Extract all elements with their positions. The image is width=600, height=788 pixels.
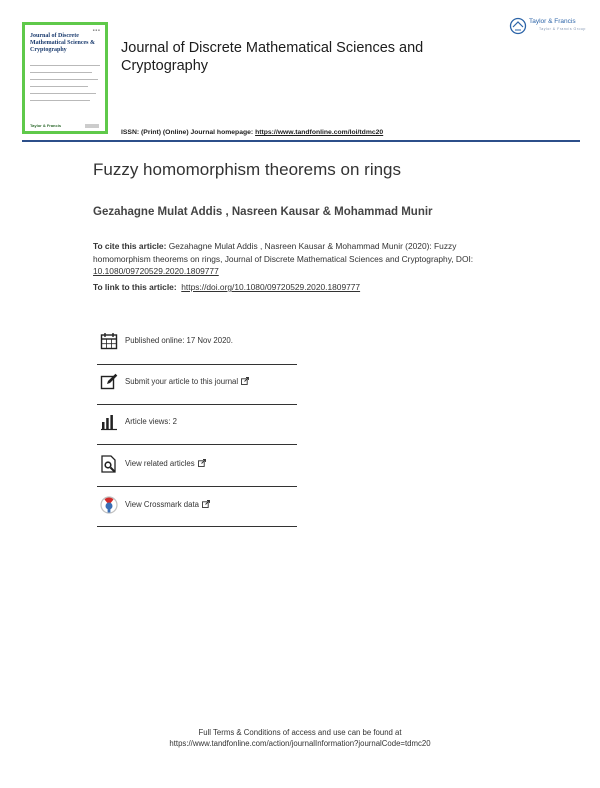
article-title: Fuzzy homomorphism theorems on rings <box>93 160 402 179</box>
citation-doi-link[interactable]: 10.1080/09720529.2020.1809777 <box>93 266 219 276</box>
cover-toc-line <box>30 65 100 66</box>
article-authors: Gezahagne Mulat Addis , Nasreen Kausar & Mohammad Munir <box>93 206 433 218</box>
issn-line <box>121 129 383 136</box>
citation-block <box>93 240 513 278</box>
edit-icon <box>100 373 118 391</box>
publisher-name: Taylor & Francis <box>529 18 576 25</box>
article-doi-url[interactable]: https://doi.org/10.1080/09720529.2020.1809777 <box>181 282 361 292</box>
crossmark-text: View Crossmark data <box>125 500 199 509</box>
journal-homepage-link[interactable]: https://www.tandfonline.com/loi/tdmc20 <box>255 129 384 136</box>
article-views-text: Article views: 2 <box>125 417 177 426</box>
submit-article-link[interactable] <box>125 377 249 386</box>
footer <box>0 727 600 749</box>
cover-toc-line <box>30 100 90 101</box>
cover-volume-mark: ■ ■ ■ <box>92 28 100 32</box>
cover-toc-line <box>30 93 96 94</box>
related-articles-link[interactable] <box>125 459 206 468</box>
cover-toc-line <box>30 86 88 87</box>
issn-label: ISSN: (Print) (Online) Journal homepage: <box>121 129 254 136</box>
document-search-icon <box>100 455 118 473</box>
external-link-icon <box>198 459 206 467</box>
article-link-label: To link to this article: <box>93 282 177 292</box>
crossmark-link[interactable] <box>125 500 210 509</box>
footer-terms-link[interactable]: https://www.tandfonline.com/action/journalInformation?journalCode=tdmc20 <box>169 739 431 748</box>
info-divider <box>97 486 297 487</box>
submit-article-text: Submit your article to this journal <box>125 377 239 386</box>
header-divider <box>22 140 580 142</box>
cover-badge <box>85 124 99 128</box>
footer-terms-text: Full Terms & Conditions of access and use can be found at <box>198 728 402 737</box>
publisher-tagline: Taylor & Francis Group <box>539 27 586 31</box>
citation-label: To cite this article: <box>93 241 167 251</box>
external-link-icon <box>202 500 210 508</box>
article-views-item <box>97 413 297 452</box>
related-articles-item[interactable] <box>97 455 297 494</box>
publisher-logo[interactable] <box>509 16 584 38</box>
journal-title: Journal of Discrete Mathematical Sciences and Cryptography <box>121 40 424 74</box>
citation-text: Gezahagne Mulat Addis , Nasreen Kausar & Mohammad Munir (2020): Fuzzy homomorphism theorems on rings, Journal of Discrete Mathematical Sciences and Cryptography, DOI: <box>93 241 474 264</box>
bar-chart-icon <box>100 413 118 431</box>
calendar-icon <box>100 332 118 350</box>
cover-publisher-mark: Taylor & Francis <box>30 123 62 128</box>
publisher-logo-icon <box>509 17 527 35</box>
crossmark-icon <box>100 496 118 514</box>
external-link-icon <box>241 377 249 385</box>
journal-cover-thumbnail[interactable] <box>22 22 108 134</box>
cover-toc-line <box>30 79 98 80</box>
info-divider <box>97 404 297 405</box>
info-divider <box>97 364 297 365</box>
submit-article-item[interactable] <box>97 373 297 412</box>
published-online-item <box>97 332 297 371</box>
cover-toc-line <box>30 72 92 73</box>
published-online-text: Published online: 17 Nov 2020. <box>125 336 233 345</box>
info-divider <box>97 444 297 445</box>
related-articles-text: View related articles <box>125 459 195 468</box>
crossmark-item[interactable] <box>97 496 297 535</box>
cover-title: Journal of Discrete Mathematical Sciences & Cryptography <box>30 33 95 53</box>
article-link-line <box>93 282 360 292</box>
info-divider <box>97 526 297 527</box>
